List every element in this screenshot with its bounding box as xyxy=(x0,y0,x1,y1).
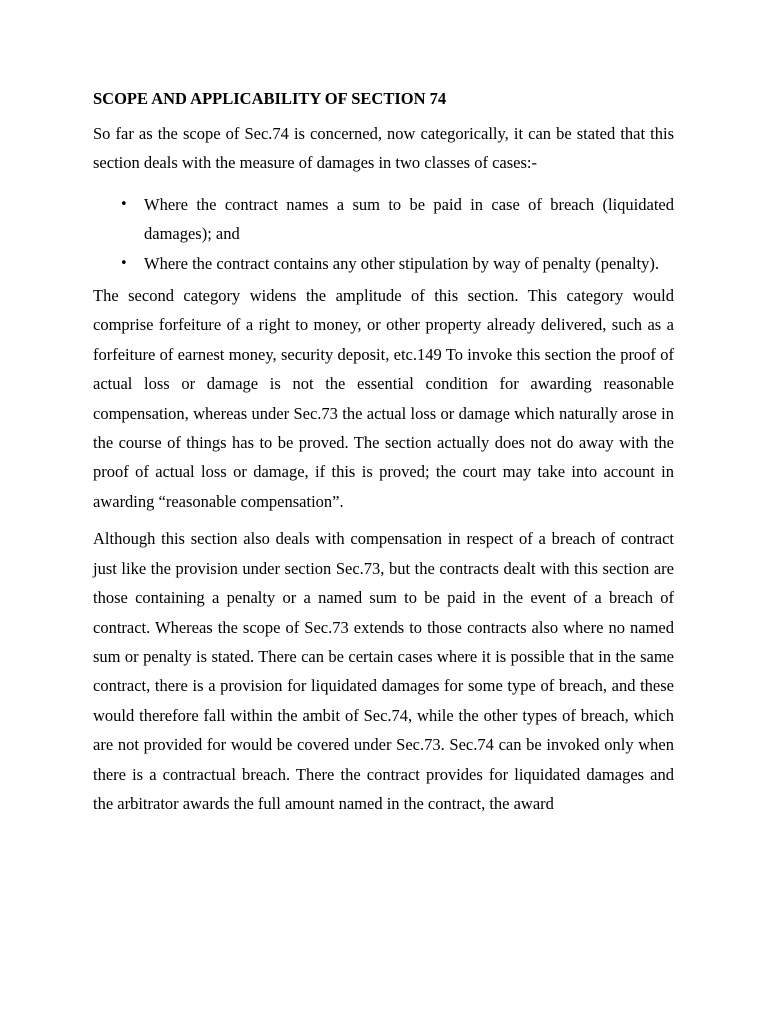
bullet-icon: • xyxy=(120,255,128,271)
list-item-text: Where the contract contains any other stipulation by way of penalty (penalty). xyxy=(144,253,659,273)
intro-paragraph: So far as the scope of Sec.74 is concerned, now categorically, it can be stated that this section deals with the measure of damages in two classes of cases:- xyxy=(93,124,674,173)
compensation-paragraph: Although this section also deals with compensation in respect of a breach of contract just like the provision under section Sec.73, but the contracts dealt with this section are those containing a penalty or a named sum to be paid in the event of a breach of contract. Whereas the scope of Sec.73 extends to those contracts also where no named sum or penalty is stated. There can be certain cases where it is possible that in the same contract, there is a provision for liquidated damages for some type of breach, and these would therefore fall within the ambit of Sec.74, while the other types of breach, which are not provided for would be covered under Sec.73. Sec.74 can be invoked only when there is a contractual breach. There the contract provides for liquidated damages and the arbitrator awards the full amount named in the contract, the award xyxy=(93,529,674,813)
section-heading: SCOPE AND APPLICABILITY OF SECTION 74 xyxy=(93,89,447,108)
second-category-paragraph: The second category widens the amplitude of this section. This category would comprise forfeiture of a right to money, or other property already delivered, such as a forfeiture of earnest money, security deposit, etc.149 To invoke this section the proof of actual loss or damage is not the essential condition for awarding reasonable compensation, whereas under Sec.73 the actual loss or damage which naturally arose in the course of things has to be proved. The section actually does not do away with the proof of actual loss or damage, if this is proved; the court may take into account in awarding “reasonable compensation”. xyxy=(93,286,674,511)
list-item-text: Where the contract names a sum to be paid in case of breach (liquidated damages); and xyxy=(144,194,674,244)
list-item xyxy=(93,190,674,249)
document-body xyxy=(93,86,674,826)
list-item xyxy=(93,249,674,278)
cases-list xyxy=(93,190,674,278)
bullet-icon: • xyxy=(120,196,128,212)
